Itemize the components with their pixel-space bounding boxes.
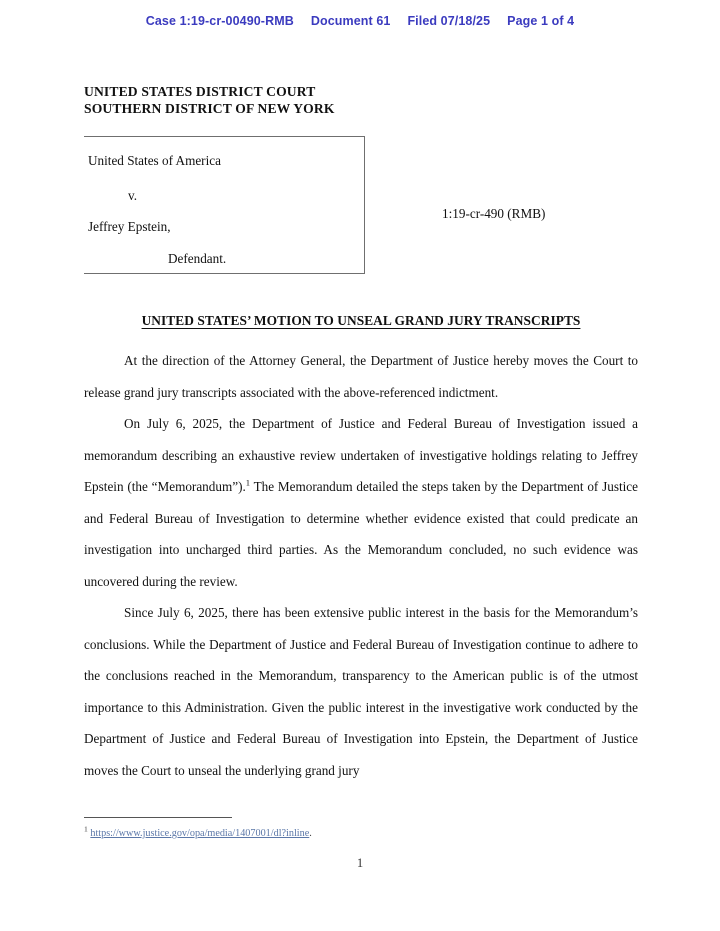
caption-box [84,136,365,274]
footnote-number: 1 [84,824,88,834]
ecf-case-number: Case 1:19-cr-00490-RMB [145,14,294,28]
footnote-period: . [309,828,312,839]
footnote-link[interactable]: https://www.justice.gov/opa/media/1407001/dl?inline [90,828,310,839]
paragraph-2-part1: On July 6, 2025, the Department of Justice and Federal Bureau of Investigation issued a memorandum describing an exhaustive review undertaken of investigative holdings relating to Jeffrey Epstein (the “Memorandum”). [84,416,638,494]
caption-plaintiff: United States of America [88,153,221,168]
ecf-header-stamp [0,14,720,28]
caption-versus: v. [128,188,138,203]
page-title-text: UNITED STATES’ MOTION TO UNSEAL GRAND JURY TRANSCRIPTS [141,313,581,328]
footnote-separator [84,817,232,818]
footnote-reference-1[interactable]: 1 [245,477,251,488]
case-caption [84,136,638,276]
caption-defendant-name: Jeffrey Epstein, [88,219,171,234]
court-name-line2: SOUTHERN DISTRICT OF NEW YORK [84,100,335,116]
footnote-1 [84,824,312,839]
paragraph-2-part2: The Memorandum detailed the steps taken by the Department of Justice and Federal Bureau of Investigation to determine whether evidence existed that could predicate an investigation into uncharged third parties. As the Memorandum concluded, no such evidence was uncovered during the review. [84,479,638,589]
page-number: 1 [356,856,364,870]
court-name-line1: UNITED STATES DISTRICT COURT [84,84,316,99]
ecf-filed-date: Filed 07/18/25 [407,14,491,28]
caption-defendant-label: Defendant. [168,251,227,266]
paragraph-2 [84,408,638,597]
paragraph-1: At the direction of the Attorney General, the Department of Justice hereby moves the Court to release grand jury transcripts associated with the above-referenced indictment. [84,353,638,400]
paragraph-3: Since July 6, 2025, there has been extensive public interest in the basis for the Memorandum’s conclusions. While the Department of Justice and Federal Bureau of Investigation continue to adhere to the conclusions reached in the Memorandum, transparency to the American public is of the utmost importance to this Administration. Given the public interest in the investigative work conducted by the Department of Justice and Federal Bureau of Investigation into Epstein, the Department of Justice moves the Court to unseal the underlying grand jury [84,605,638,778]
caption-case-number: 1:19-cr-490 (RMB) [442,206,546,221]
document-body [84,345,638,786]
page-title [84,313,638,329]
ecf-page-indicator: Page 1 of 4 [507,14,575,28]
ecf-document-number: Document 61 [310,14,391,28]
court-name [84,84,335,117]
